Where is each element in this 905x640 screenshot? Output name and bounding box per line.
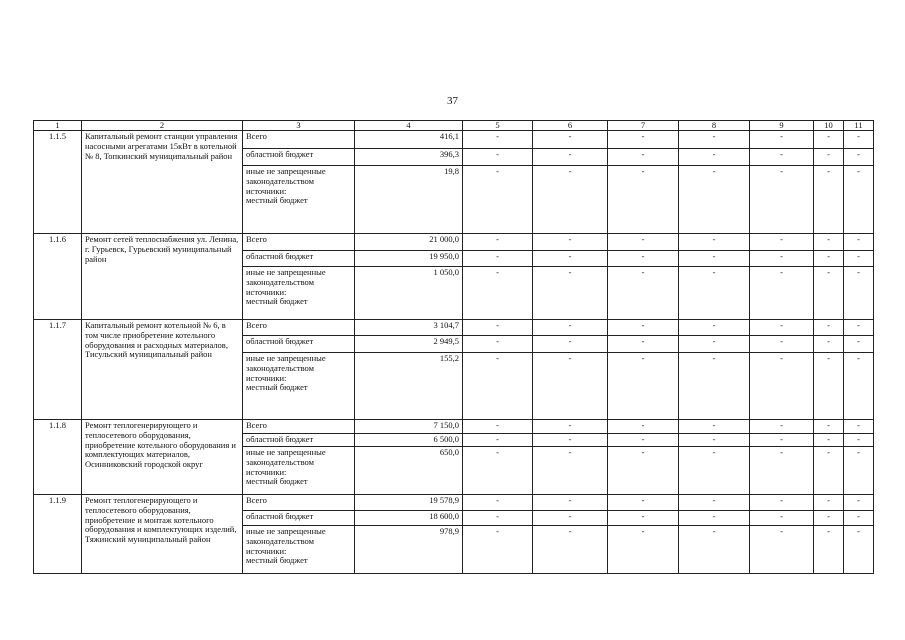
empty-value-cell: - [750, 420, 814, 434]
budget-table [33, 120, 874, 574]
empty-value-cell: - [679, 149, 750, 166]
local-budget-label: местный бюджет [246, 476, 308, 487]
amount-cell: 19 950,0 [355, 251, 463, 267]
other-sources-label: иные не запрещенные законодательством источники: [246, 267, 326, 297]
local-budget-label: местный бюджет [246, 555, 308, 566]
amount-cell: 396,3 [355, 149, 463, 166]
column-header: 8 [679, 121, 750, 131]
empty-value-cell: - [463, 166, 533, 234]
empty-value-cell: - [844, 320, 874, 336]
table-row [34, 131, 874, 149]
empty-value-cell: - [814, 234, 844, 251]
empty-value-cell: - [844, 336, 874, 353]
local-budget-label: местный бюджет [246, 296, 308, 307]
empty-value-cell: - [463, 495, 533, 511]
empty-value-cell: - [608, 447, 679, 495]
source-label-cell [243, 267, 355, 320]
empty-value-cell: - [844, 495, 874, 511]
empty-value-cell: - [814, 166, 844, 234]
empty-value-cell: - [750, 234, 814, 251]
table-body [34, 121, 874, 574]
empty-value-cell: - [844, 420, 874, 434]
empty-value-cell: - [533, 131, 608, 149]
source-label-cell: областной бюджет [243, 511, 355, 526]
empty-value-cell: - [679, 511, 750, 526]
empty-value-cell: - [608, 336, 679, 353]
empty-value-cell: - [844, 131, 874, 149]
empty-value-cell: - [750, 336, 814, 353]
amount-cell: 650,0 [355, 447, 463, 495]
table-row [34, 234, 874, 251]
empty-value-cell: - [679, 336, 750, 353]
empty-value-cell: - [463, 434, 533, 447]
empty-value-cell: - [750, 149, 814, 166]
empty-value-cell: - [844, 234, 874, 251]
empty-value-cell: - [608, 353, 679, 420]
empty-value-cell: - [844, 267, 874, 320]
empty-value-cell: - [750, 511, 814, 526]
table-row [34, 495, 874, 511]
item-code-cell: 1.1.9 [34, 495, 82, 574]
column-header: 1 [34, 121, 82, 131]
empty-value-cell: - [750, 495, 814, 511]
item-name-cell: Капитальный ремонт котельной № 6, в том числе приобретение котельного оборудования и расходных материалов, Тисульский муниципальный район [82, 320, 243, 420]
item-code-cell: 1.1.8 [34, 420, 82, 495]
empty-value-cell: - [750, 131, 814, 149]
empty-value-cell: - [608, 420, 679, 434]
empty-value-cell: - [679, 353, 750, 420]
column-header: 5 [463, 121, 533, 131]
empty-value-cell: - [814, 434, 844, 447]
column-header: 3 [243, 121, 355, 131]
empty-value-cell: - [750, 166, 814, 234]
empty-value-cell: - [533, 251, 608, 267]
empty-value-cell: - [608, 434, 679, 447]
local-budget-label: местный бюджет [246, 195, 308, 206]
empty-value-cell: - [608, 511, 679, 526]
empty-value-cell: - [533, 149, 608, 166]
empty-value-cell: - [679, 447, 750, 495]
local-budget-label: местный бюджет [246, 382, 308, 393]
empty-value-cell: - [463, 320, 533, 336]
source-label-cell: областной бюджет [243, 251, 355, 267]
empty-value-cell: - [814, 526, 844, 574]
empty-value-cell: - [814, 495, 844, 511]
column-header: 10 [814, 121, 844, 131]
empty-value-cell: - [608, 495, 679, 511]
empty-value-cell: - [533, 447, 608, 495]
column-number-row [34, 121, 874, 131]
other-sources-label: иные не запрещенные законодательством источники: [246, 166, 326, 196]
amount-cell: 21 000,0 [355, 234, 463, 251]
empty-value-cell: - [750, 434, 814, 447]
empty-value-cell: - [814, 336, 844, 353]
empty-value-cell: - [844, 149, 874, 166]
source-label-cell [243, 353, 355, 420]
item-name-cell: Ремонт сетей теплоснабжения ул. Ленина, г. Гурьевск, Гурьевский муниципальный район [82, 234, 243, 320]
column-header: 9 [750, 121, 814, 131]
empty-value-cell: - [844, 434, 874, 447]
empty-value-cell: - [679, 320, 750, 336]
amount-cell: 19,8 [355, 166, 463, 234]
source-label-cell: Всего [243, 420, 355, 434]
empty-value-cell: - [533, 336, 608, 353]
amount-cell: 19 578,9 [355, 495, 463, 511]
empty-value-cell: - [463, 267, 533, 320]
empty-value-cell: - [750, 267, 814, 320]
empty-value-cell: - [814, 251, 844, 267]
empty-value-cell: - [533, 420, 608, 434]
empty-value-cell: - [814, 511, 844, 526]
empty-value-cell: - [814, 420, 844, 434]
column-header: 7 [608, 121, 679, 131]
empty-value-cell: - [463, 420, 533, 434]
empty-value-cell: - [679, 434, 750, 447]
empty-value-cell: - [844, 353, 874, 420]
source-label-cell [243, 447, 355, 495]
column-header: 11 [844, 121, 874, 131]
empty-value-cell: - [750, 320, 814, 336]
item-name-cell: Ремонт теплогенерирующего и теплосетевого оборудования, приобретение котельного оборудования и комплектующих материалов, Осинниковский городской округ [82, 420, 243, 495]
source-label-cell: областной бюджет [243, 434, 355, 447]
empty-value-cell: - [679, 251, 750, 267]
empty-value-cell: - [844, 447, 874, 495]
item-name-cell: Ремонт теплогенерирующего и теплосетевого оборудования, приобретение и монтаж котельного оборудования и комплектующих изделий, Тяжинский муниципальный район [82, 495, 243, 574]
empty-value-cell: - [844, 526, 874, 574]
column-header: 4 [355, 121, 463, 131]
empty-value-cell: - [608, 251, 679, 267]
empty-value-cell: - [750, 251, 814, 267]
empty-value-cell: - [533, 267, 608, 320]
amount-cell: 978,9 [355, 526, 463, 574]
empty-value-cell: - [679, 495, 750, 511]
source-label-cell [243, 526, 355, 574]
amount-cell: 6 500,0 [355, 434, 463, 447]
empty-value-cell: - [750, 526, 814, 574]
empty-value-cell: - [814, 353, 844, 420]
empty-value-cell: - [608, 267, 679, 320]
empty-value-cell: - [608, 320, 679, 336]
source-label-cell: Всего [243, 131, 355, 149]
empty-value-cell: - [533, 511, 608, 526]
empty-value-cell: - [533, 495, 608, 511]
empty-value-cell: - [608, 131, 679, 149]
empty-value-cell: - [463, 526, 533, 574]
empty-value-cell: - [533, 526, 608, 574]
item-code-cell: 1.1.6 [34, 234, 82, 320]
empty-value-cell: - [679, 131, 750, 149]
empty-value-cell: - [844, 251, 874, 267]
empty-value-cell: - [463, 511, 533, 526]
empty-value-cell: - [533, 434, 608, 447]
empty-value-cell: - [679, 420, 750, 434]
amount-cell: 18 600,0 [355, 511, 463, 526]
empty-value-cell: - [814, 267, 844, 320]
source-label-cell: Всего [243, 320, 355, 336]
page-number: 37 [447, 95, 458, 107]
amount-cell: 2 949,5 [355, 336, 463, 353]
empty-value-cell: - [750, 447, 814, 495]
empty-value-cell: - [463, 251, 533, 267]
empty-value-cell: - [679, 166, 750, 234]
source-label-cell: областной бюджет [243, 336, 355, 353]
empty-value-cell: - [844, 166, 874, 234]
table-row [34, 420, 874, 434]
empty-value-cell: - [533, 320, 608, 336]
other-sources-label: иные не запрещенные законодательством источники: [246, 447, 326, 477]
amount-cell: 155,2 [355, 353, 463, 420]
empty-value-cell: - [463, 336, 533, 353]
empty-value-cell: - [814, 149, 844, 166]
item-name-cell: Капитальный ремонт станции управления насосными агрегатами 15кВт в котельной № 8, Топкинский муниципальный район [82, 131, 243, 234]
empty-value-cell: - [814, 447, 844, 495]
empty-value-cell: - [608, 234, 679, 251]
column-header: 2 [82, 121, 243, 131]
empty-value-cell: - [533, 166, 608, 234]
amount-cell: 3 104,7 [355, 320, 463, 336]
source-label-cell: Всего [243, 234, 355, 251]
empty-value-cell: - [679, 267, 750, 320]
empty-value-cell: - [844, 511, 874, 526]
empty-value-cell: - [814, 320, 844, 336]
empty-value-cell: - [463, 447, 533, 495]
empty-value-cell: - [533, 353, 608, 420]
table-row [34, 320, 874, 336]
other-sources-label: иные не запрещенные законодательством источники: [246, 353, 326, 383]
amount-cell: 1 050,0 [355, 267, 463, 320]
empty-value-cell: - [463, 149, 533, 166]
empty-value-cell: - [814, 131, 844, 149]
source-label-cell: Всего [243, 495, 355, 511]
source-label-cell: областной бюджет [243, 149, 355, 166]
empty-value-cell: - [750, 353, 814, 420]
empty-value-cell: - [463, 131, 533, 149]
empty-value-cell: - [679, 526, 750, 574]
item-code-cell: 1.1.7 [34, 320, 82, 420]
source-label-cell [243, 166, 355, 234]
empty-value-cell: - [608, 166, 679, 234]
empty-value-cell: - [463, 353, 533, 420]
empty-value-cell: - [608, 149, 679, 166]
amount-cell: 7 150,0 [355, 420, 463, 434]
empty-value-cell: - [608, 526, 679, 574]
amount-cell: 416,1 [355, 131, 463, 149]
empty-value-cell: - [463, 234, 533, 251]
other-sources-label: иные не запрещенные законодательством источники: [246, 526, 326, 556]
column-header: 6 [533, 121, 608, 131]
item-code-cell: 1.1.5 [34, 131, 82, 234]
empty-value-cell: - [533, 234, 608, 251]
empty-value-cell: - [679, 234, 750, 251]
